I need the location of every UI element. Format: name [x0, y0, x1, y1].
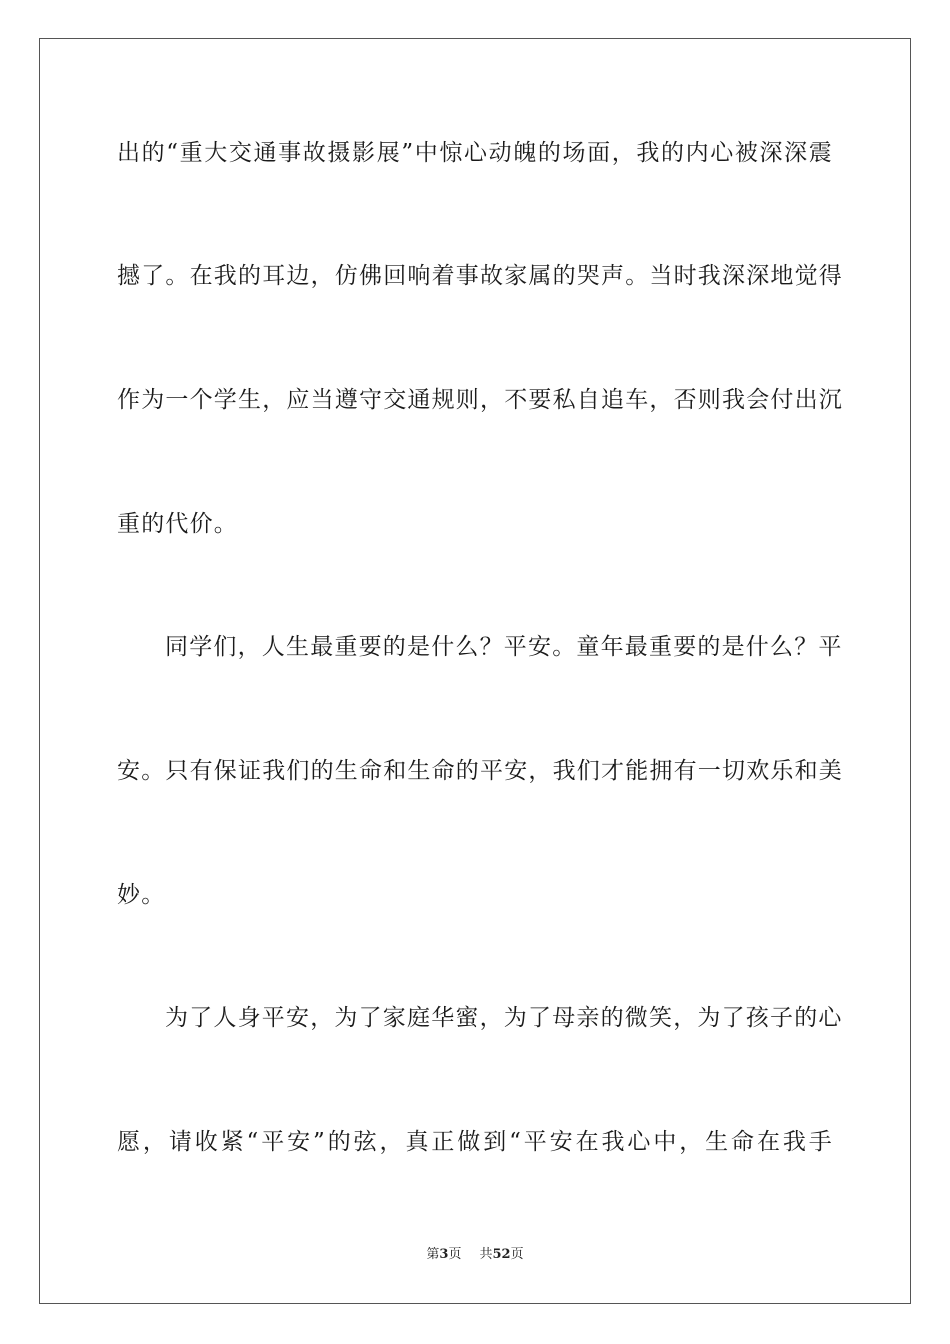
body-line-4: 重的代价。	[117, 511, 238, 537]
body-line-5: 同学们，人生最重要的是什么？平安。童年最重要的是什么？平	[165, 634, 843, 660]
body-line-2: 撼了。在我的耳边，仿佛回响着事故家属的哭声。当时我深深地觉得	[117, 263, 843, 289]
footer-page-current: 3	[439, 1247, 449, 1262]
footer-total-suffix: 页	[510, 1247, 524, 1262]
footer-total-prefix: 共	[479, 1247, 493, 1262]
body-line-7: 妙。	[117, 882, 166, 908]
body-line-6: 安。只有保证我们的生命和生命的平安，我们才能拥有一切欢乐和美	[117, 758, 843, 784]
body-line-9: 愿，请收紧“平安”的弦，真正做到“平安在我心中，生命在我手	[117, 1129, 833, 1155]
body-line-8: 为了人身平安，为了家庭华蜜，为了母亲的微笑，为了孩子的心	[165, 1005, 843, 1031]
page-border	[39, 38, 911, 1304]
body-line-1: 出的“重大交通事故摄影展”中惊心动魄的场面，我的内心被深深震	[117, 140, 833, 166]
body-line-3: 作为一个学生，应当遵守交通规则，不要私自追车，否则我会付出沉	[117, 387, 843, 413]
footer-page-total: 52	[492, 1247, 511, 1262]
footer-page-suffix: 页	[448, 1247, 462, 1262]
page-footer	[0, 1246, 950, 1264]
footer-page-prefix: 第	[426, 1247, 440, 1262]
